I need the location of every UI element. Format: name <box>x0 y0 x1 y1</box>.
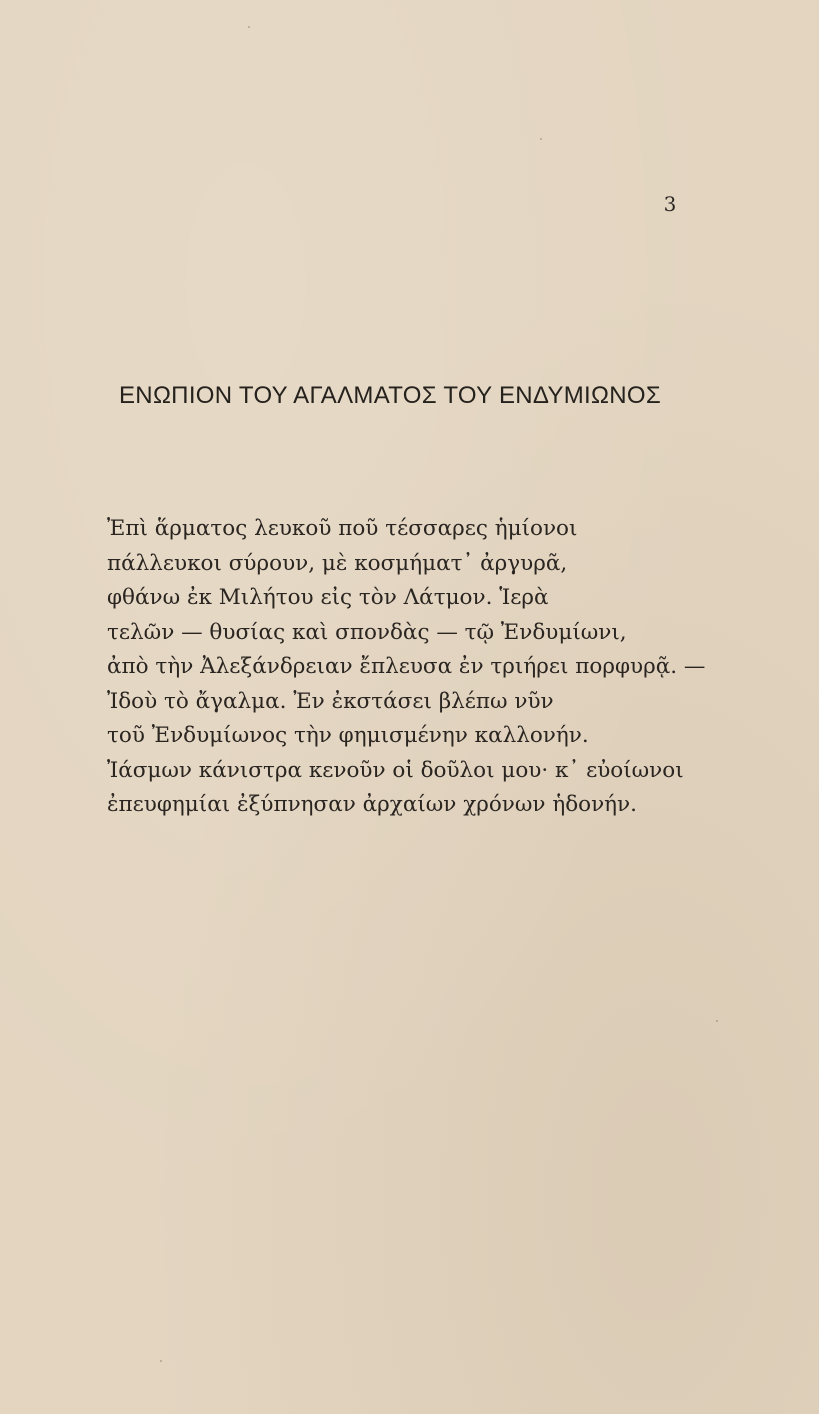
poem-line: τελῶν — θυσίας καὶ σπονδὰς — τῷ Ἐνδυμίωνι, <box>107 619 627 645</box>
poem-line: Ἰδοὺ τὸ ἄγαλμα. Ἐν ἐκστάσει βλέπω νῦν <box>107 688 554 714</box>
poem-line: Ἐπὶ ἅρματος λευκοῦ ποῦ τέσσαρες ἡμίονοι <box>107 516 578 541</box>
poem-line: ἐπευφημίαι ἐξύπνησαν ἀρχαίων χρόνων ἡδονήν. <box>107 792 637 817</box>
paper-speck <box>248 26 250 28</box>
poem-line: τοῦ Ἐνδυμίωνος τὴν φημισμένην καλλονήν. <box>107 723 589 748</box>
poem-line: Ἰάσμων κάνιστρα κενοῦν οἱ δοῦλοι μου· κ᾽ εὐοίωνοι <box>107 757 684 783</box>
poem-line: ἀπὸ τὴν Ἀλεξάνδρειαν ἔπλευσα ἐν τριήρει πορφυρᾷ. — <box>107 654 706 679</box>
poem-line: πάλλευκοι σύρουν, μὲ κοσμήματ᾽ ἀργυρᾶ, <box>107 550 568 576</box>
page-number: 3 <box>663 192 677 216</box>
poem-body <box>107 512 747 823</box>
poem-title: ΕΝΩΠΙΟΝ ΤΟΥ ΑΓΑΛΜΑΤΟΣ ΤΟΥ ΕΝΔΥΜΙΩΝΟΣ <box>119 382 661 409</box>
paper-speck <box>540 138 542 140</box>
paper-speck <box>160 1360 162 1362</box>
poem-line: φθάνω ἐκ Μιλήτου εἰς τὸν Λάτμον. Ἱερὰ <box>107 585 549 610</box>
paper-speck <box>716 1020 718 1022</box>
